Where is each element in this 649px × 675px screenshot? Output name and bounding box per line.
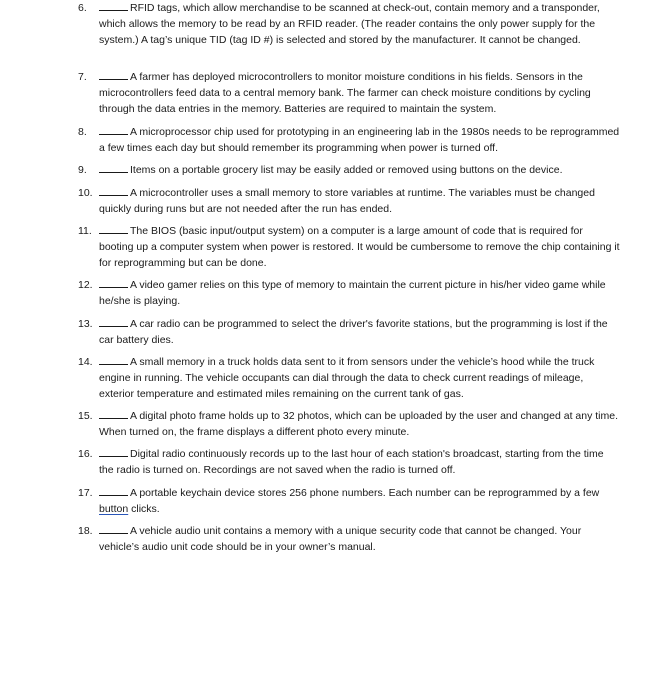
answer-blank[interactable] (99, 316, 128, 327)
answer-blank[interactable] (99, 0, 128, 11)
question-text: Items on a portable grocery list may be easily added or removed using buttons on the device. (130, 164, 563, 176)
question-18 (80, 523, 620, 555)
answer-blank[interactable] (99, 446, 128, 457)
question-16 (80, 446, 620, 478)
button-link[interactable]: button (99, 503, 129, 515)
question-text: The BIOS (basic input/output system) on a computer is a large amount of code that is required for booting up a computer system when power is restored. It would be cumbersome to remove the chip containing it for reprogramming but can be done. (99, 225, 620, 269)
answer-blank[interactable] (99, 69, 128, 80)
answer-blank[interactable] (99, 354, 128, 365)
question-number: 17. (78, 487, 93, 499)
question-text: A video gamer relies on this type of memory to maintain the current picture in his/her video game while he/she is playing. (99, 279, 606, 307)
answer-blank[interactable] (99, 223, 128, 234)
question-number: 9. (78, 164, 87, 176)
answer-blank[interactable] (99, 185, 128, 196)
question-text: A vehicle audio unit contains a memory with a unique security code that cannot be changed. Your vehicle’s audio unit code should be in your owner’s manual. (99, 525, 582, 553)
question-7 (80, 69, 620, 117)
question-number: 16. (78, 448, 93, 460)
question-8 (80, 124, 620, 156)
question-number: 13. (78, 318, 93, 330)
question-text: A small memory in a truck holds data sent to it from sensors under the vehicle’s hood while the truck engine in running. The vehicle occupants can dial through the data to check current readings of mileage, exterior temperature and estimated miles remaining on the current tank of gas. (99, 356, 595, 400)
question-14 (80, 354, 620, 402)
question-12 (80, 277, 620, 309)
question-text: A microprocessor chip used for prototyping in an engineering lab in the 1980s needs to be reprogrammed a few times each day but should remember its programming when power is turned off. (99, 126, 620, 154)
question-text: A portable keychain device stores 256 phone numbers. Each number can be reprogrammed by a few (130, 487, 600, 499)
question-number: 8. (78, 126, 87, 138)
question-number: 6. (78, 2, 87, 14)
question-text: Digital radio continuously records up to the last hour of each station's broadcast, starting from the time the radio is turned on. Recordings are not saved when the radio is turned off. (99, 448, 604, 476)
question-11 (80, 223, 620, 271)
question-number: 18. (78, 525, 93, 537)
question-10 (80, 185, 620, 217)
question-text: A car radio can be programmed to select the driver's favorite stations, but the programming is lost if the car battery dies. (99, 318, 608, 346)
question-text: A microcontroller uses a small memory to store variables at runtime. The variables must be changed quickly during runs but are not needed after the run has ended. (99, 187, 595, 215)
question-text: RFID tags, which allow merchandise to be scanned at check-out, contain memory and a transponder, which allows the memory to be read by an RFID reader. (The reader contains the only power supply for the system.) A tag’s unique TID (tag ID #) is selected and stored by the manufacturer. It cannot be changed. (99, 2, 600, 46)
answer-blank[interactable] (99, 124, 128, 135)
question-15 (80, 408, 620, 440)
question-number: 10. (78, 187, 93, 199)
question-number: 7. (78, 71, 87, 83)
question-text: A farmer has deployed microcontrollers to monitor moisture conditions in his fields. Sensors in the microcontrollers feed data to a central memory bank. The farmer can check moisture conditions by cycling through the data entries in the memory. Batteries are required to maintain the system. (99, 71, 591, 115)
question-number: 11. (78, 225, 92, 237)
question-9 (80, 162, 620, 178)
question-17 (80, 485, 620, 517)
answer-blank[interactable] (99, 485, 128, 496)
question-13 (80, 316, 620, 348)
question-text: A digital photo frame holds up to 32 photos, which can be uploaded by the user and changed at any time. When turned on, the frame displays a different photo every minute. (99, 410, 618, 438)
answer-blank[interactable] (99, 162, 128, 173)
question-number: 15. (78, 410, 93, 422)
question-number: 12. (78, 279, 93, 291)
question-text-end: clicks. (128, 503, 160, 515)
answer-blank[interactable] (99, 277, 128, 288)
question-6 (80, 0, 620, 48)
answer-blank[interactable] (99, 523, 128, 534)
question-number: 14. (78, 356, 93, 368)
answer-blank[interactable] (99, 408, 128, 419)
